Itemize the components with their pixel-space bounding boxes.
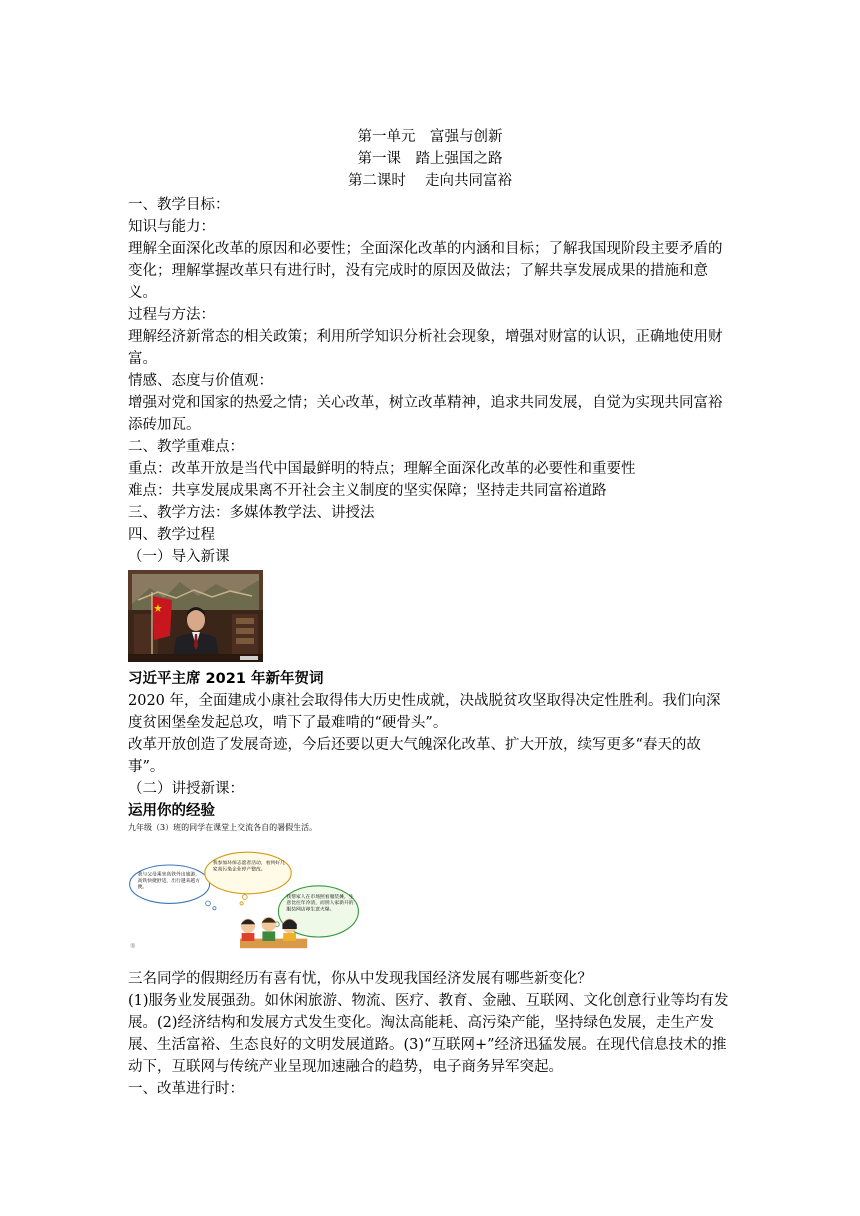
speech-paragraph-2: 改革开放创造了发展奇迹，今后还要以更大气魄深化改革、扩大开放，续写更多“春天的故事”。 xyxy=(128,737,701,775)
bubble-2-text: 我参加环保志愿者活动，看到好几家高污染企业停产整改。 xyxy=(212,860,285,873)
attitude-text: 增强对党和国家的热爱之情；关心改革，树立改革精神，追求共同发展，自觉为实现共同富裕添砖加瓦。 xyxy=(128,395,723,433)
attitude-label: 情感、态度与价值观： xyxy=(128,373,273,389)
unit-title: 第一单元 富强与创新 xyxy=(357,129,503,145)
question-text: 三名同学的假期经历有喜有忧，你从中发现我国经济发展有哪些新变化？ xyxy=(128,971,592,987)
goals-heading: 一、教学目标： xyxy=(128,197,230,213)
new-lesson-heading: （二）讲授新课： xyxy=(128,781,244,797)
bubble-1-text: 我与父母乘坐高铁外出旅游，高铁快捷舒适，出行越来越方便。 xyxy=(137,871,201,890)
period-title: 第二课时 走向共同富裕 xyxy=(347,173,513,189)
svg-text:®: ® xyxy=(129,942,136,951)
document-body xyxy=(128,194,732,1100)
lesson-title: 第一课 踏上强国之路 xyxy=(357,151,503,167)
process-heading: 四、教学过程 xyxy=(128,527,215,543)
students-cartoon xyxy=(128,838,360,964)
reform-heading: 一、改革进行时： xyxy=(128,1081,244,1097)
process-text: 理解经济新常态的相关政策；利用所学知识分析社会现象，增强对财富的认识，正确地使用财富。 xyxy=(128,329,723,367)
speech-photo xyxy=(128,570,263,662)
methods-line: 三、教学方法：多媒体教学法、讲授法 xyxy=(128,505,375,521)
knowledge-label: 知识与能力： xyxy=(128,219,215,235)
answer-text: (1)服务业发展强劲。如休闲旅游、物流、医疗、教育、金融、互联网、文化创意行业等均有发展。(2)经济结构和发展方式发生变化。淘汰高能耗、高污染产能，坚持绿色发展，走生产发展、生活富裕、生态良好的文明发展道路。(3)“互联网+”经济迅猛发展。在现代信息技术的推动下，互联网与传统产业呈现加速融合的趋势，电子商务异军突起。 xyxy=(128,993,729,1075)
title-block xyxy=(0,126,860,192)
knowledge-text: 理解全面深化改革的原因和必要性；全面深化改革的内涵和目标；了解我国现阶段主要矛盾的变化；理解掌握改革只有进行时，没有完成时的原因及做法；了解共享发展成果的措施和意义。 xyxy=(128,241,723,301)
key-point: 重点：改革开放是当代中国最鲜明的特点；理解全面深化改革的必要性和重要性 xyxy=(128,461,636,477)
bubble-3-text: 我帮家人在市场照看服装摊，生意比往年冷清，而别人家新开的服装网店却生意火爆。 xyxy=(286,893,354,913)
experience-title: 运用你的经验 xyxy=(128,803,215,819)
hard-point: 难点：共享发展成果离不开社会主义制度的坚实保障；坚持走共同富裕道路 xyxy=(128,483,607,499)
process-label: 过程与方法： xyxy=(128,307,215,323)
intro-heading: （一）导入新课 xyxy=(128,549,230,565)
speech-title: 习近平主席 2021 年新年贺词 xyxy=(128,671,324,687)
speech-paragraph-1: 2020 年，全面建成小康社会取得伟大历史性成就，决战脱贫攻坚取得决定性胜利。我们向深度贫困堡垒发起总攻，啃下了最难啃的“硬骨头”。 xyxy=(128,693,721,731)
difficulty-heading: 二、教学重难点： xyxy=(128,439,244,455)
experience-caption: 九年级（3）班的同学在课堂上交流各自的暑假生活。 xyxy=(128,823,318,832)
